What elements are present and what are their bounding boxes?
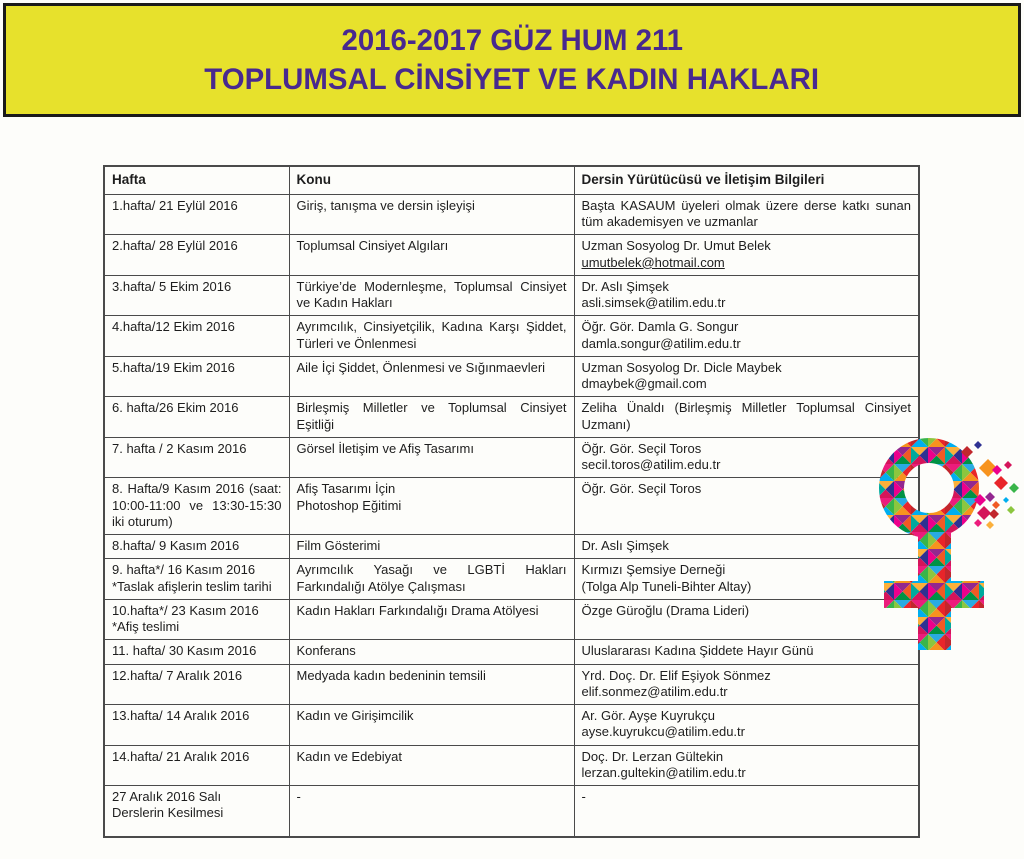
table-row [104,745,919,786]
topic-cell [289,356,574,397]
week-cell [104,235,289,276]
week-cell [104,745,289,786]
cell-text: 6. hafta/26 Ekim 2016 [112,400,239,416]
table-row [104,275,919,316]
contact-cell [574,535,919,559]
cell-text: 7. hafta / 2 Kasım 2016 [112,440,247,456]
cell-text: Doç. Dr. Lerzan Gültekin [581,748,724,764]
cell-text: damla.songur@atilim.edu.tr [581,335,741,351]
contact-cell [574,356,919,397]
cell-text: Zeliha Ünaldı (Birleşmiş Milletler Toplumsal Cinsiyet Uzmanı) [581,400,911,432]
contact-cell [574,599,919,640]
table-row [104,316,919,357]
email-link[interactable]: umutbelek@hotmail.com [581,254,725,270]
mosaic-diamond [1007,506,1015,514]
week-cell [104,640,289,664]
cell-text: 14.hafta/ 21 Aralık 2016 [112,748,250,764]
topic-cell [289,745,574,786]
cell-text: Uluslararası Kadına Şiddete Hayır Günü [581,643,814,659]
week-cell [104,599,289,640]
cell-text: Türkiye’de Modernleşme, Toplumsal Cinsiyet ve Kadın Hakları [296,278,567,311]
mosaic-diamond [961,446,973,458]
cell-text: Ayrımcılık, Cinsiyetçilik, Kadına Karşı Şiddet, Türleri ve Önlenmesi [296,319,567,351]
cell-text: Dr. Aslı Şimşek [581,278,669,294]
cell-text: Uzman Sosyolog Dr. Dicle Maybek [581,359,782,375]
cell-text: Giriş, tanışma ve dersin işleyişi [296,197,475,213]
mosaic-diamond [1009,483,1019,493]
cell-text: - [581,789,586,805]
mosaic-diamond [986,521,994,529]
contact-cell [574,478,919,535]
week-cell [104,275,289,316]
cell-text: Kadın ve Girişimcilik [296,708,414,724]
week-cell [104,316,289,357]
cell-text: Öğr. Gör. Seçil Toros [581,440,702,456]
col-header-instructor: Dersin Yürütücüsü ve İletişim Bilgileri [574,166,919,194]
topic-cell [289,535,574,559]
topic-cell [289,316,574,357]
week-cell [104,664,289,705]
cell-text: *Taslak afişlerin teslim tarihi [112,578,272,594]
schedule-table [103,165,920,838]
cell-text: Derslerin Kesilmesi [112,805,224,821]
week-cell [104,705,289,746]
cell-text: 8.hafta/ 9 Kasım 2016 [112,538,240,554]
topic-cell [289,599,574,640]
topic-cell [289,559,574,600]
mosaic-diamond [992,465,1002,475]
cell-text: 5.hafta/19 Ekim 2016 [112,359,235,375]
cell-text: Öğr. Gör. Damla G. Songur [581,319,739,335]
col-header-topic: Konu [289,166,574,194]
table-row [104,535,919,559]
cell-text: Kadın Hakları Farkındalığı Drama Atölyesi [296,602,539,618]
week-cell [104,478,289,535]
topic-cell [289,437,574,478]
cell-text: 2.hafta/ 28 Eylül 2016 [112,238,238,254]
table-row [104,235,919,276]
cell-text: Öğr. Gör. Seçil Toros [581,481,702,497]
table-row [104,478,919,535]
mosaic-diamond [974,519,982,527]
mosaic-diamond [994,476,1008,490]
week-cell [104,535,289,559]
course-code-title: 2016-2017 GÜZ HUM 211 [341,23,683,57]
cell-text: Photoshop Eğitimi [296,497,402,513]
cell-text: Film Gösterimi [296,538,381,554]
cell-text: Görsel İletişim ve Afiş Tasarımı [296,440,474,456]
cell-text: 13.hafta/ 14 Aralık 2016 [112,708,250,724]
contact-cell [574,640,919,664]
table-row [104,397,919,438]
table-row [104,664,919,705]
contact-cell [574,316,919,357]
cell-text: Kırmızı Şemsiye Derneği [581,562,726,578]
cell-text: Afiş Tasarımı İçin [296,481,396,497]
cell-text: 12.hafta/ 7 Aralık 2016 [112,667,243,683]
cell-text: Özge Güroğlu (Drama Lideri) [581,602,750,618]
topic-cell [289,478,574,535]
topic-cell [289,705,574,746]
mosaic-diamond [992,501,1000,509]
cell-text: 10.hafta*/ 23 Kasım 2016 [112,602,259,618]
contact-cell [574,745,919,786]
topic-cell [289,397,574,438]
cell-text: 1.hafta/ 21 Eylül 2016 [112,197,238,213]
cell-text: 4.hafta/12 Ekim 2016 [112,319,235,335]
cell-text: Dr. Aslı Şimşek [581,538,669,554]
cell-text: Toplumsal Cinsiyet Algıları [296,238,449,254]
contact-cell [574,664,919,705]
cell-text: *Afiş teslimi [112,619,180,635]
contact-cell [574,194,919,235]
cell-text: dmaybek@gmail.com [581,376,707,392]
table-row [104,640,919,664]
week-cell [104,397,289,438]
cell-text: 8. Hafta/9 Kasım 2016 (saat: 10:00-11:00 ve 13:30-15:30 iki oturum) [112,481,282,529]
cell-text: 9. hafta*/ 16 Kasım 2016 [112,562,256,578]
mosaic-diamond [1003,497,1009,503]
cell-text: Birleşmiş Milletler ve Toplumsal Cinsiyet Eşitliği [296,400,567,432]
cell-text: Başta KASAUM üyeleri olmak üzere derse katkı sunan tüm akademisyen ve uzmanlar [581,197,911,230]
topic-cell [289,664,574,705]
mosaic-diamond [977,506,991,520]
table-row [104,437,919,478]
cell-text: Ayrımcılık Yasağı ve LGBTİ Hakları Farkındalığı Atölye Çalışması [296,562,567,594]
cell-text: secil.toros@atilim.edu.tr [581,457,721,473]
contact-cell [574,786,919,837]
table-row [104,559,919,600]
table-header-row [104,166,919,194]
cell-text: Kadın ve Edebiyat [296,748,403,764]
course-banner [3,3,1021,117]
topic-cell [289,640,574,664]
contact-cell [574,705,919,746]
mosaic-diamond [985,492,995,502]
contact-cell [574,437,919,478]
mosaic-diamond [1004,461,1012,469]
cell-text: ayse.kuyrukcu@atilim.edu.tr [581,724,745,740]
cell-text: Uzman Sosyolog Dr. Umut Belek [581,238,771,254]
course-name-title: TOPLUMSAL CİNSİYET VE KADIN HAKLARI [204,62,820,96]
cell-text: 27 Aralık 2016 Salı [112,789,222,805]
contact-cell [574,397,919,438]
mosaic-diamond [979,459,997,477]
cell-text: 11. hafta/ 30 Kasım 2016 [112,643,257,659]
topic-cell [289,275,574,316]
mosaic-diamond [974,494,986,506]
week-cell [104,559,289,600]
contact-cell [574,275,919,316]
topic-cell [289,194,574,235]
week-cell [104,356,289,397]
table-row [104,356,919,397]
cell-text: lerzan.gultekin@atilim.edu.tr [581,764,746,780]
cell-text: Medyada kadın bedeninin temsili [296,667,486,683]
cell-text: Ar. Gör. Ayşe Kuyrukçu [581,708,715,724]
table-row [104,194,919,235]
cell-text: 3.hafta/ 5 Ekim 2016 [112,278,232,294]
mosaic-diamond [989,509,999,519]
table-row [104,705,919,746]
week-cell [104,194,289,235]
cell-text: elif.sonmez@atilim.edu.tr [581,683,728,699]
contact-cell [574,559,919,600]
cell-text: Konferans [296,643,356,659]
contact-cell [574,235,919,276]
cell-text: Yrd. Doç. Dr. Elif Eşiyok Sönmez [581,667,771,683]
week-cell [104,437,289,478]
week-cell [104,786,289,837]
topic-cell [289,235,574,276]
cell-text: (Tolga Alp Tuneli-Bihter Altay) [581,578,752,594]
cell-text: asli.simsek@atilim.edu.tr [581,295,726,311]
topic-cell [289,786,574,837]
cell-text: - [296,789,301,805]
mosaic-diamond [974,441,982,449]
col-header-week: Hafta [104,166,289,194]
cell-text: Aile İçi Şiddet, Önlenmesi ve Sığınmaevleri [296,359,546,375]
table-row [104,599,919,640]
table-row [104,786,919,837]
